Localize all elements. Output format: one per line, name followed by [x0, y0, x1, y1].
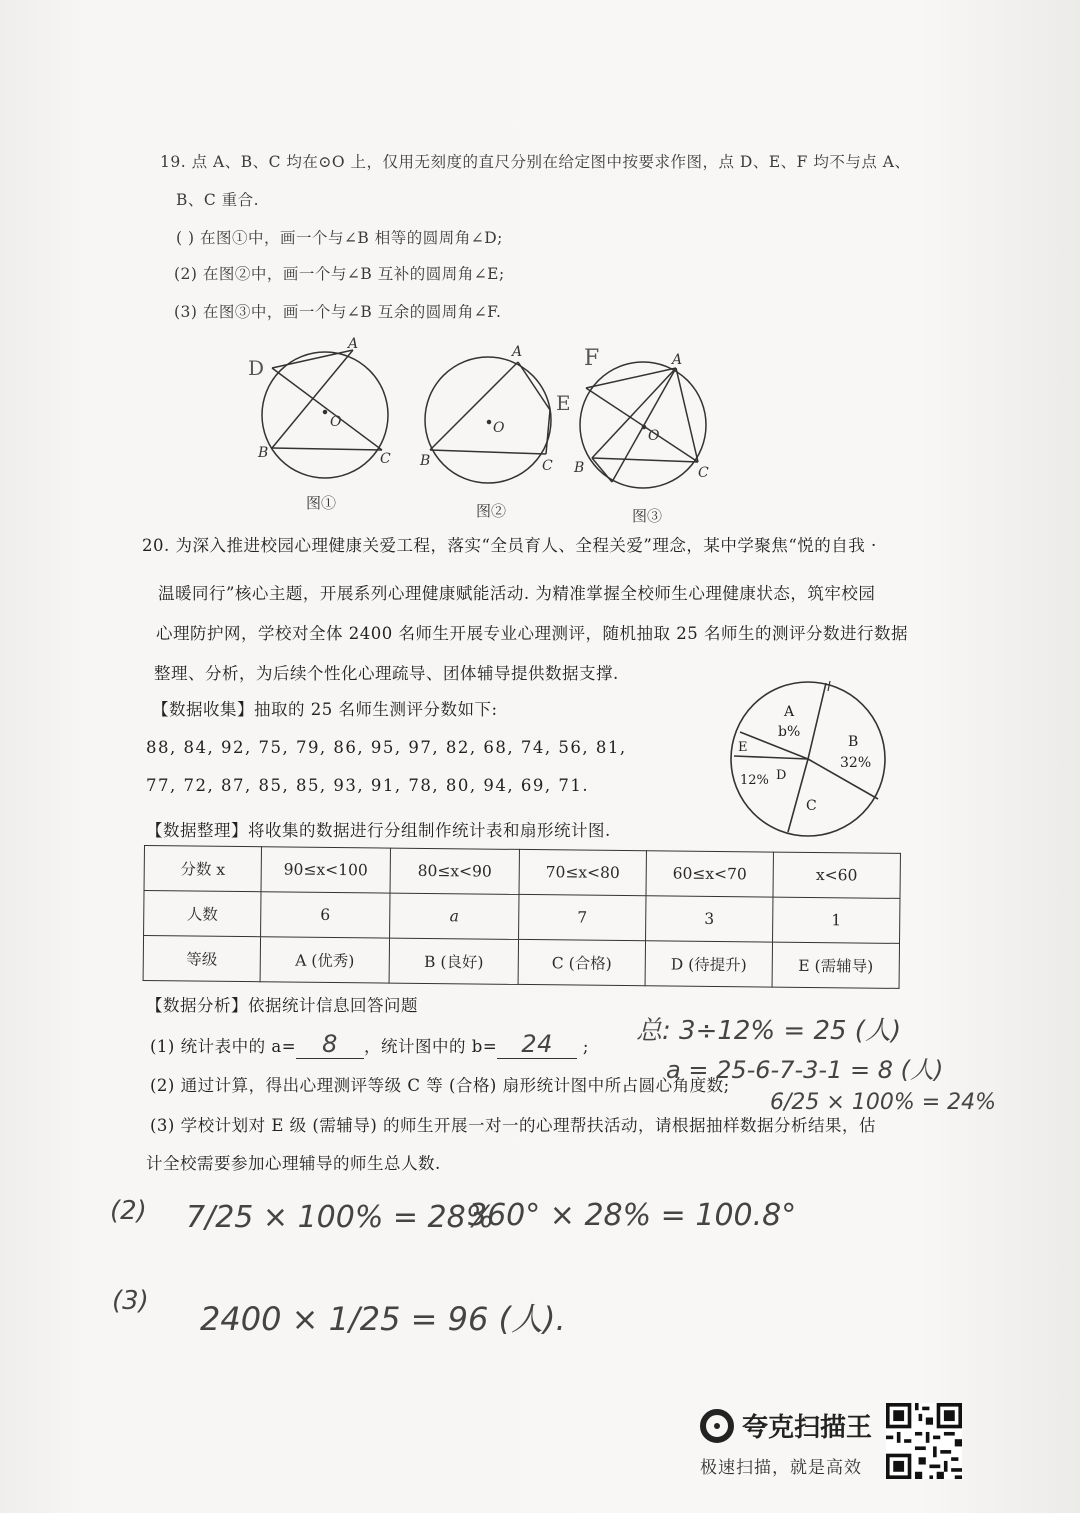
answer-a-blank	[296, 1030, 364, 1059]
table-cell: 1	[773, 897, 900, 943]
q20-analysis: 【数据分析】依据统计信息回答问题	[146, 996, 418, 1015]
fig1-label-A: A	[348, 336, 359, 352]
answer-b: 24	[521, 1030, 553, 1058]
table-cell: 6	[261, 892, 390, 938]
table-cell: C (合格)	[518, 939, 645, 985]
q20-collect: 【数据收集】抽取的 25 名师生测评分数如下:	[152, 700, 498, 719]
table-row	[144, 846, 900, 899]
fig3-hand-F: F	[584, 346, 600, 371]
pie-chart	[728, 676, 888, 846]
q20-sub1	[150, 1030, 589, 1059]
pie-label-B: B	[848, 734, 859, 750]
fig3-label-A: A	[672, 352, 683, 368]
table-cell: 60≤x<70	[646, 851, 773, 897]
answer-a: 8	[322, 1030, 338, 1058]
fig3-label-O: O	[648, 428, 660, 444]
fig2-label-C: C	[542, 458, 553, 474]
table-cell: 3	[646, 896, 773, 942]
hand-ans2-label: (2)	[110, 1196, 147, 1226]
table-cell: x<60	[773, 852, 900, 898]
stat-table	[143, 845, 901, 989]
q19-sub3: (3) 在图③中，画一个与∠B 互余的圆周角∠F.	[174, 303, 502, 321]
pie-label-E: E	[738, 740, 748, 755]
pie-label-D: D	[776, 768, 787, 783]
q19-stem-line1: 19. 点 A、B、C 均在⊙O 上，仅用无刻度的直尺分别在给定图中按要求作图，点 D、E、F 均不与点 A、	[160, 153, 911, 171]
table-header-score: 分数 x	[144, 846, 261, 892]
fig1-caption: 图①	[306, 494, 337, 512]
q19-sub2: (2) 在图②中，画一个与∠B 互补的圆周角∠E;	[174, 265, 505, 283]
q20-sub1-a-text: (1) 统计表中的 a=	[150, 1037, 297, 1056]
table-header-grade: 等级	[143, 936, 260, 982]
scanner-logo-name: 夸克扫描王	[742, 1413, 873, 1443]
table-cell: 7	[519, 894, 646, 940]
table-cell: a	[390, 893, 519, 939]
hand-note-total: 总: 3÷12% = 25 (人)	[636, 1016, 902, 1046]
figure-2	[425, 357, 551, 483]
table-cell: B (良好)	[389, 938, 518, 984]
table-cell: 80≤x<90	[390, 848, 519, 894]
q20-sub2: (2) 通过计算，得出心理测评等级 C 等 (合格) 扇形统计图中所占圆心角度数;	[150, 1076, 730, 1095]
fig3-label-C: C	[698, 465, 709, 481]
q20-para-line4: 整理、分析，为后续个性化心理疏导、团体辅导提供数据支撑.	[154, 664, 619, 683]
answer-b-blank	[497, 1030, 577, 1059]
pie-pct-B: 32%	[840, 755, 872, 771]
table-row	[144, 891, 900, 944]
pie-divider-CD	[788, 759, 808, 832]
hand-note-a: a = 25-6-7-3-1 = 8 (人)	[666, 1056, 944, 1084]
fig2-label-B: B	[420, 453, 431, 469]
q20-organize: 【数据整理】将收集的数据进行分组制作统计表和扇形统计图.	[146, 821, 611, 840]
q20-sub1-b-text: ，统计图中的 b=	[364, 1037, 498, 1056]
figure-3	[580, 362, 706, 488]
fig2-label-O: O	[493, 420, 505, 436]
fig1-hand-D: D	[248, 356, 265, 380]
q20-para-line1: 20. 为深入推进校园心理健康关爱工程，落实“全员育人、全程关爱”理念，某中学聚焦“悦的自我 ·	[142, 536, 877, 555]
fig1-label-O: O	[330, 414, 342, 430]
fig2-hand-E: E	[556, 391, 571, 415]
q20-sub3-line2: 计全校需要参加心理辅导的师生总人数.	[146, 1154, 441, 1173]
pie-divider-DE	[734, 756, 808, 759]
fig1-label-C: C	[380, 451, 391, 467]
hand-ans2-a: 7/25 × 100% = 28%	[186, 1200, 495, 1235]
q20-para-line2: 温暖同行”核心主题，开展系列心理健康赋能活动. 为精准掌握全校师生心理健康状态，筑牢校园	[158, 584, 876, 603]
table-row	[143, 936, 899, 989]
q20-scores-line1: 88, 84, 92, 75, 79, 86, 95, 97, 82, 68, 74, 56, 81,	[146, 738, 627, 757]
table-cell: 90≤x<100	[261, 847, 390, 893]
hand-note-b: 6/25 × 100% = 24%	[770, 1090, 997, 1115]
hand-ans3-label: (3)	[112, 1286, 149, 1316]
scanner-logo-icon	[700, 1409, 734, 1443]
fig2-caption: 图②	[476, 502, 507, 520]
q20-para-line3: 心理防护网，学校对全体 2400 名师生开展专业心理测评，随机抽取 25 名师生的测评分数进行数据	[156, 624, 908, 643]
fig3-label-B: B	[574, 460, 585, 476]
fig3-caption: 图③	[632, 507, 663, 525]
hand-ans2-b: 360° × 28% = 100.8°	[468, 1198, 797, 1233]
fig2-label-A: A	[512, 344, 523, 360]
table-header-count: 人数	[144, 891, 261, 937]
q19-stem-line2: B、C 重合.	[176, 191, 260, 209]
figure-1	[262, 350, 388, 478]
scanner-logo-slogan: 极速扫描，就是高效	[700, 1458, 862, 1478]
pie-pct-A: b%	[778, 724, 801, 740]
q20-sub1-end: ;	[582, 1037, 589, 1056]
q20-sub3-line1: (3) 学校计划对 E 级 (需辅导) 的师生开展一对一的心理帮扶活动，请根据抽样数据分析结果，估	[150, 1116, 877, 1135]
q20-scores-line2: 77, 72, 87, 85, 85, 93, 91, 78, 80, 94, 69, 71.	[146, 776, 590, 795]
table-cell: 70≤x<80	[519, 849, 646, 895]
qr-code-icon	[886, 1402, 962, 1480]
pie-pct-D: 12%	[740, 773, 769, 788]
pie-label-A: A	[784, 704, 795, 720]
table-cell: E (需辅导)	[772, 942, 899, 988]
fig1-label-B: B	[258, 445, 269, 461]
pie-divider-AB	[808, 683, 826, 759]
q19-sub1: ( ) 在图①中，画一个与∠B 相等的圆周角∠D;	[176, 229, 503, 247]
table-cell: D (待提升)	[645, 941, 772, 987]
table-cell: A (优秀)	[260, 937, 389, 983]
hand-ans3: 2400 × 1/25 = 96 (人).	[200, 1300, 566, 1338]
pie-label-C: C	[806, 798, 817, 814]
